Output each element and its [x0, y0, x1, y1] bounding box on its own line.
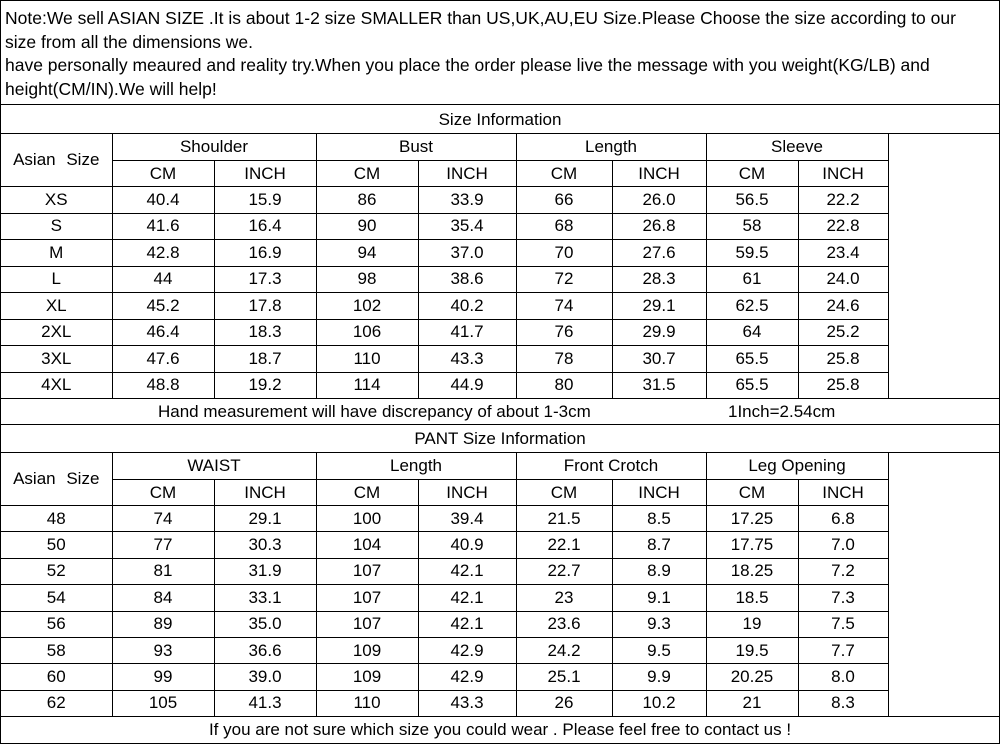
- table-cell: 74: [516, 293, 612, 320]
- note-line: height(CM/IN).We will help!: [5, 78, 217, 99]
- table-row: [1, 506, 999, 532]
- size-label: 54: [1, 585, 112, 611]
- table-cell: 21: [706, 690, 798, 716]
- table-cell: 47.6: [112, 346, 214, 373]
- table-cell: 9.3: [612, 611, 706, 637]
- pant-size-information-title: PANT Size Information: [1, 425, 999, 453]
- table-cell: 74: [112, 506, 214, 532]
- unit-header: CM: [316, 161, 418, 187]
- note-line: size from all the dimensions we.: [5, 31, 254, 52]
- table-row: [1, 187, 999, 214]
- unit-header: INCH: [798, 480, 888, 506]
- size-label: XS: [1, 187, 112, 214]
- table-cell: 42.1: [418, 611, 516, 637]
- table-cell: 24.6: [798, 293, 888, 320]
- table-cell: 93: [112, 637, 214, 663]
- table-cell: 99: [112, 664, 214, 690]
- table-cell: 20.25: [706, 664, 798, 690]
- table-cell: 17.3: [214, 266, 316, 293]
- group-header: Leg Opening: [706, 453, 888, 480]
- table-cell: 42.8: [112, 240, 214, 267]
- table-cell: 7.2: [798, 558, 888, 584]
- table-cell: 17.75: [706, 532, 798, 558]
- table-cell: 90: [316, 213, 418, 240]
- table-cell: 98: [316, 266, 418, 293]
- table-cell: 61: [706, 266, 798, 293]
- size-information-title: Size Information: [1, 105, 999, 134]
- group-header: Bust: [316, 134, 516, 161]
- table-cell: 100: [316, 506, 418, 532]
- table-cell: 110: [316, 690, 418, 716]
- table-cell: 40.4: [112, 187, 214, 214]
- table-cell: 24.0: [798, 266, 888, 293]
- unit-header: CM: [516, 480, 612, 506]
- table-cell: 81: [112, 558, 214, 584]
- table-cell: 106: [316, 319, 418, 346]
- table-cell: 40.9: [418, 532, 516, 558]
- size-label: 62: [1, 690, 112, 716]
- note-line: Note:We sell ASIAN SIZE .It is about 1-2 size SMALLER than US,UK,AU,EU Size.Please Choose the size according to our: [5, 8, 956, 28]
- table-cell: 39.0: [214, 664, 316, 690]
- table-cell: 62.5: [706, 293, 798, 320]
- table-cell: 44.9: [418, 372, 516, 399]
- table-cell: 56.5: [706, 187, 798, 214]
- table-cell: 9.5: [612, 637, 706, 663]
- table-cell: 109: [316, 637, 418, 663]
- unit-header: INCH: [612, 480, 706, 506]
- table-cell: 41.6: [112, 213, 214, 240]
- group-header: Length: [316, 453, 516, 480]
- unit-header: INCH: [214, 480, 316, 506]
- table-cell: 22.2: [798, 187, 888, 214]
- table-cell: 6.8: [798, 506, 888, 532]
- table-cell: 8.3: [798, 690, 888, 716]
- unit-header: CM: [316, 480, 418, 506]
- table-cell: 22.1: [516, 532, 612, 558]
- table-cell: 41.7: [418, 319, 516, 346]
- table-cell: 8.7: [612, 532, 706, 558]
- table-cell: 23.4: [798, 240, 888, 267]
- table-cell: 48.8: [112, 372, 214, 399]
- table-cell: 42.9: [418, 664, 516, 690]
- table-row: [1, 266, 999, 293]
- table-cell: 43.3: [418, 690, 516, 716]
- unit-header: INCH: [612, 161, 706, 187]
- table-cell: 84: [112, 585, 214, 611]
- table-cell: 41.3: [214, 690, 316, 716]
- top-size-table: [1, 133, 999, 399]
- asian-size-header: Asian Size: [1, 453, 112, 506]
- size-label: 4XL: [1, 372, 112, 399]
- table-cell: 45.2: [112, 293, 214, 320]
- unit-header: CM: [706, 480, 798, 506]
- table-row: [1, 240, 999, 267]
- contact-footer: If you are not sure which size you could wear . Please feel free to contact us !: [208, 720, 792, 739]
- table-cell: 65.5: [706, 372, 798, 399]
- table-cell: 42.9: [418, 637, 516, 663]
- table-row: [1, 372, 999, 399]
- table-cell: 23: [516, 585, 612, 611]
- table-cell: 8.0: [798, 664, 888, 690]
- table-cell: 107: [316, 585, 418, 611]
- group-header: Sleeve: [706, 134, 888, 161]
- table-cell: 110: [316, 346, 418, 373]
- group-header: Shoulder: [112, 134, 316, 161]
- unit-header: CM: [112, 161, 214, 187]
- table-cell: 27.6: [612, 240, 706, 267]
- table-cell: 38.6: [418, 266, 516, 293]
- table-row: [1, 664, 999, 690]
- table-row: [1, 213, 999, 240]
- table-cell: 109: [316, 664, 418, 690]
- table-cell: 59.5: [706, 240, 798, 267]
- table-cell: 19.2: [214, 372, 316, 399]
- table-cell: 70: [516, 240, 612, 267]
- table-cell: 18.7: [214, 346, 316, 373]
- table-cell: 86: [316, 187, 418, 214]
- table-cell: 8.9: [612, 558, 706, 584]
- table-row: [1, 293, 999, 320]
- size-label: L: [1, 266, 112, 293]
- table-cell: 40.2: [418, 293, 516, 320]
- table-cell: 7.7: [798, 637, 888, 663]
- table-cell: 66: [516, 187, 612, 214]
- table-cell: 10.2: [612, 690, 706, 716]
- table-cell: 9.1: [612, 585, 706, 611]
- table-cell: 18.25: [706, 558, 798, 584]
- table-cell: 25.1: [516, 664, 612, 690]
- table-row: [1, 558, 999, 584]
- table-cell: 31.9: [214, 558, 316, 584]
- blank-cell: [888, 453, 999, 717]
- table-cell: 9.9: [612, 664, 706, 690]
- table-cell: 8.5: [612, 506, 706, 532]
- size-label: 60: [1, 664, 112, 690]
- table-cell: 76: [516, 319, 612, 346]
- table-cell: 29.1: [214, 506, 316, 532]
- blank-cell: [888, 134, 999, 399]
- table-cell: 19: [706, 611, 798, 637]
- size-label: XL: [1, 293, 112, 320]
- table-cell: 39.4: [418, 506, 516, 532]
- table-cell: 30.3: [214, 532, 316, 558]
- table-cell: 42.1: [418, 585, 516, 611]
- table-cell: 23.6: [516, 611, 612, 637]
- table-cell: 29.1: [612, 293, 706, 320]
- table-cell: 25.8: [798, 346, 888, 373]
- note-line: have personally meaured and reality try.When you place the order please live the message with you weight(KG/LB) and: [5, 55, 930, 75]
- table-row: [1, 319, 999, 346]
- table-cell: 16.4: [214, 213, 316, 240]
- table-cell: 80: [516, 372, 612, 399]
- table-cell: 15.9: [214, 187, 316, 214]
- size-label: 58: [1, 637, 112, 663]
- table-cell: 105: [112, 690, 214, 716]
- discrepancy-text: Hand measurement will have discrepancy of about 1-3cm: [158, 402, 591, 421]
- table-cell: 44: [112, 266, 214, 293]
- table-cell: 114: [316, 372, 418, 399]
- table-cell: 43.3: [418, 346, 516, 373]
- table-cell: 7.0: [798, 532, 888, 558]
- table-cell: 94: [316, 240, 418, 267]
- table-cell: 7.3: [798, 585, 888, 611]
- size-label: S: [1, 213, 112, 240]
- table-cell: 104: [316, 532, 418, 558]
- unit-header: INCH: [418, 161, 516, 187]
- table-cell: 26: [516, 690, 612, 716]
- table-cell: 107: [316, 558, 418, 584]
- table-cell: 35.0: [214, 611, 316, 637]
- table-cell: 18.3: [214, 319, 316, 346]
- unit-header: INCH: [798, 161, 888, 187]
- table-cell: 107: [316, 611, 418, 637]
- table-cell: 77: [112, 532, 214, 558]
- table-cell: 26.8: [612, 213, 706, 240]
- size-label: 48: [1, 506, 112, 532]
- table-cell: 25.8: [798, 372, 888, 399]
- table-cell: 17.25: [706, 506, 798, 532]
- table-cell: 19.5: [706, 637, 798, 663]
- table-cell: 65.5: [706, 346, 798, 373]
- table-cell: 29.9: [612, 319, 706, 346]
- table-cell: 35.4: [418, 213, 516, 240]
- table-cell: 36.6: [214, 637, 316, 663]
- table-cell: 42.1: [418, 558, 516, 584]
- table-cell: 33.9: [418, 187, 516, 214]
- unit-header: CM: [112, 480, 214, 506]
- table-row: [1, 585, 999, 611]
- table-cell: 24.2: [516, 637, 612, 663]
- size-label: M: [1, 240, 112, 267]
- table-row: [1, 637, 999, 663]
- table-cell: 68: [516, 213, 612, 240]
- size-label: 56: [1, 611, 112, 637]
- group-header: Front Crotch: [516, 453, 706, 480]
- table-cell: 22.7: [516, 558, 612, 584]
- table-cell: 7.5: [798, 611, 888, 637]
- inch-conversion: 1Inch=2.54cm: [728, 402, 836, 421]
- table-cell: 30.7: [612, 346, 706, 373]
- table-cell: 78: [516, 346, 612, 373]
- table-cell: 18.5: [706, 585, 798, 611]
- table-row: [1, 690, 999, 716]
- table-cell: 28.3: [612, 266, 706, 293]
- table-cell: 33.1: [214, 585, 316, 611]
- table-cell: 31.5: [612, 372, 706, 399]
- table-cell: 58: [706, 213, 798, 240]
- table-row: [1, 611, 999, 637]
- size-label: 52: [1, 558, 112, 584]
- table-row: [1, 346, 999, 373]
- pant-size-table: [1, 452, 999, 717]
- unit-header: INCH: [418, 480, 516, 506]
- size-label: 3XL: [1, 346, 112, 373]
- unit-header: CM: [706, 161, 798, 187]
- size-label: 2XL: [1, 319, 112, 346]
- table-cell: 22.8: [798, 213, 888, 240]
- group-header: WAIST: [112, 453, 316, 480]
- asian-size-header: Asian Size: [1, 134, 112, 187]
- table-cell: 64: [706, 319, 798, 346]
- table-cell: 21.5: [516, 506, 612, 532]
- table-cell: 16.9: [214, 240, 316, 267]
- table-cell: 46.4: [112, 319, 214, 346]
- table-row: [1, 532, 999, 558]
- table-cell: 89: [112, 611, 214, 637]
- size-note: [1, 1, 999, 105]
- measurement-note: [1, 398, 999, 425]
- group-header: Length: [516, 134, 706, 161]
- table-cell: 72: [516, 266, 612, 293]
- unit-header: CM: [516, 161, 612, 187]
- unit-header: INCH: [214, 161, 316, 187]
- table-cell: 102: [316, 293, 418, 320]
- table-cell: 17.8: [214, 293, 316, 320]
- table-cell: 26.0: [612, 187, 706, 214]
- table-cell: 25.2: [798, 319, 888, 346]
- table-cell: 37.0: [418, 240, 516, 267]
- size-label: 50: [1, 532, 112, 558]
